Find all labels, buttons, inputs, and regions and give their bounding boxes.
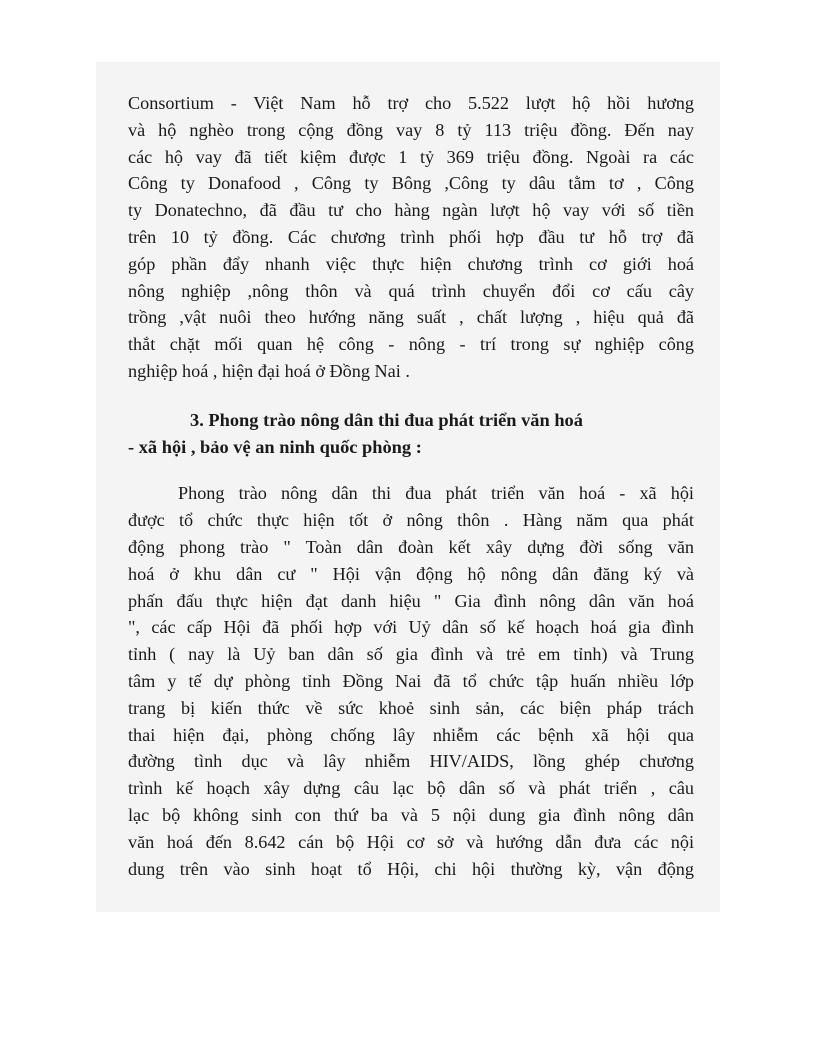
text-line: phấn đấu thực hiện đạt danh hiệu " Gia đình nông dân văn hoá <box>128 590 694 611</box>
text-line: ", các cấp Hội đã phối hợp với Uỷ dân số kế hoạch hoá gia đình <box>128 617 694 638</box>
text-line: trang bị kiến thức về sức khoẻ sinh sản, các biện pháp trách <box>128 697 694 718</box>
text-line: lạc bộ không sinh con thứ ba và 5 nội dung gia đình nông dân <box>128 804 694 825</box>
text-line: động phong trào " Toàn dân đoàn kết xây dựng đời sống văn <box>128 536 694 557</box>
text-line: tỉnh ( nay là Uỷ ban dân số gia đình và trẻ em tỉnh) và Trung <box>128 644 694 665</box>
text-line: được tổ chức thực hiện tốt ở nông thôn . Hàng năm qua phát <box>128 510 694 531</box>
text-line: thắt chặt mối quan hệ công - nông - trí trong sự nghiệp công <box>128 334 694 355</box>
paragraph-1 <box>128 90 694 385</box>
text-line: trình kế hoạch xây dựng câu lạc bộ dân số và phát triển , câu <box>128 778 694 799</box>
text-line: nghiệp hoá , hiện đại hoá ở Đồng Nai . <box>128 360 410 381</box>
text-line: tâm y tế dự phòng tỉnh Đồng Nai đã tổ chức tập huấn nhiều lớp <box>128 670 694 691</box>
text-line: Phong trào nông dân thi đua phát triển văn hoá - xã hội <box>178 483 694 504</box>
text-line: văn hoá đến 8.642 cán bộ Hội cơ sở và hướng dẫn đưa các nội <box>128 831 694 852</box>
text-line: trồng ,vật nuôi theo hướng năng suất , chất lượng , hiệu quả đã <box>128 307 694 328</box>
text-line: đường tình dục và lây nhiễm HIV/AIDS, lồng ghép chương <box>128 751 694 772</box>
text-line: các hộ vay đã tiết kiệm được 1 tỷ 369 triệu đồng. Ngoài ra các <box>128 146 694 167</box>
heading-line-2: - xã hội , bảo vệ an ninh quốc phòng : <box>128 436 422 457</box>
text-line: Công ty Donafood , Công ty Bông ,Công ty dâu tằm tơ , Công <box>128 173 694 194</box>
heading-line-1: 3. Phong trào nông dân thi đua phát triển văn hoá <box>190 409 583 430</box>
text-line: dung trên vào sinh hoạt tổ Hội, chi hội thường kỳ, vận động <box>128 858 694 879</box>
text-line: hoá ở khu dân cư " Hội vận động hộ nông dân đăng ký và <box>128 563 694 584</box>
text-line: trên 10 tỷ đồng. Các chương trình phối hợp đầu tư hỗ trợ đã <box>128 226 694 247</box>
document-body <box>128 90 694 882</box>
text-line: ty Donatechno, đã đầu tư cho hàng ngàn lượt hộ vay với số tiền <box>128 200 694 221</box>
text-line: thai hiện đại, phòng chống lây nhiễm các bệnh xã hội qua <box>128 724 694 745</box>
paragraph-2 <box>128 480 694 882</box>
text-line: góp phần đẩy nhanh việc thực hiện chương trình cơ giới hoá <box>128 253 694 274</box>
text-line: nông nghiệp ,nông thôn và quá trình chuyển đổi cơ cấu cây <box>128 280 694 301</box>
section-heading <box>128 407 694 461</box>
text-line: và hộ nghèo trong cộng đồng vay 8 tỷ 113 triệu đồng. Đến nay <box>128 119 694 140</box>
text-line: Consortium - Việt Nam hỗ trợ cho 5.522 lượt hộ hồi hương <box>128 93 694 113</box>
